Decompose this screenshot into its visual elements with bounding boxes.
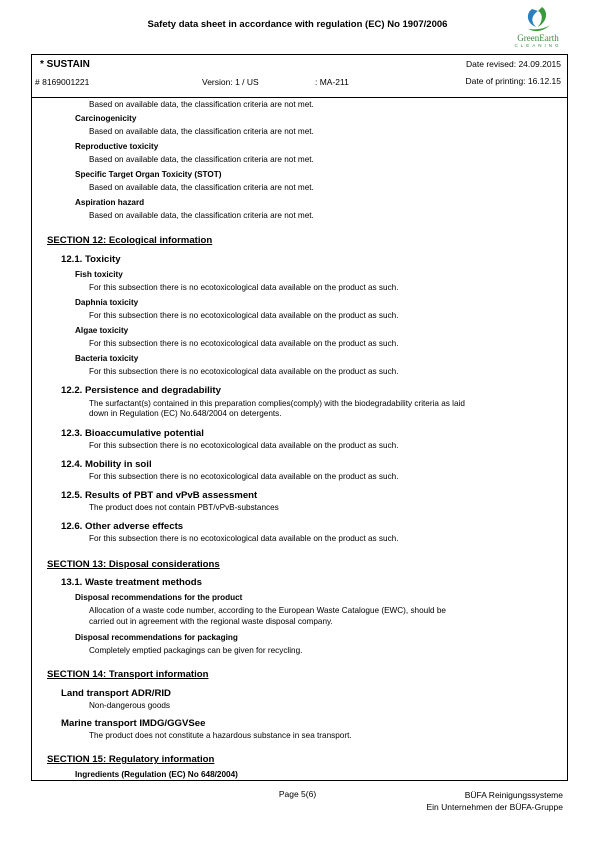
subsection-12-3: 12.3. Bioaccumulative potential — [61, 428, 204, 439]
product-name: * SUSTAIN — [40, 59, 90, 70]
text-line: The product does not constitute a hazardous substance in sea transport. — [89, 731, 352, 740]
logo-subtitle: CLEANING — [514, 43, 562, 48]
text-line: The product does not contain PBT/vPvB-substances — [89, 503, 279, 512]
page-number: Page 5(6) — [278, 789, 317, 799]
text-line: For this subsection there is no ecotoxicological data available on the product as such. — [89, 339, 399, 348]
fish-toxicity-heading: Fish toxicity — [75, 270, 123, 279]
subsection-13-1: 13.1. Waste treatment methods — [61, 577, 202, 588]
logo-wordmark: GreenEarth — [517, 33, 559, 43]
section-13-heading: SECTION 13: Disposal considerations — [47, 559, 220, 570]
product-code: : MA-211 — [315, 77, 349, 87]
text-line: The surfactant(s) contained in this preparation complies(comply) with the biodegradability criteria as laid — [89, 399, 465, 408]
text-line: For this subsection there is no ecotoxicological data available on the product as such. — [89, 283, 399, 292]
subsection-12-5: 12.5. Results of PBT and vPvB assessment — [61, 490, 258, 501]
text-line: For this subsection there is no ecotoxicological data available on the product as such. — [89, 441, 399, 450]
leaf-icon — [502, 5, 574, 35]
header-divider — [31, 97, 568, 98]
land-transport-heading: Land transport ADR/RID — [61, 688, 171, 699]
subsection-12-6: 12.6. Other adverse effects — [61, 521, 184, 532]
version: Version: 1 / US — [202, 77, 259, 87]
date-printing: Date of printing: 16.12.15 — [465, 76, 561, 86]
disposal-product-heading: Disposal recommendations for the product — [75, 593, 243, 602]
disposal-packaging-heading: Disposal recommendations for packaging — [75, 633, 238, 642]
reproductive-heading: Reproductive toxicity — [75, 142, 159, 151]
stot-heading: Specific Target Organ Toxicity (STOT) — [75, 170, 222, 179]
section-15-heading: SECTION 15: Regulatory information — [47, 754, 215, 765]
marine-transport-heading: Marine transport IMDG/GGVSee — [61, 718, 206, 729]
text-line: Allocation of a waste code number, according to the European Waste Catalogue (EWC), should be — [89, 606, 446, 615]
text-line: Based on available data, the classification criteria are not met. — [89, 155, 314, 164]
text-line: For this subsection there is no ecotoxicological data available on the product as such. — [89, 472, 399, 481]
company-group: Ein Unternehmen der BÜFA-Gruppe — [426, 802, 563, 812]
greenearth-logo — [502, 5, 574, 49]
company-info — [426, 789, 563, 813]
text-line: down in Regulation (EC) No.648/2004 on detergents. — [89, 409, 282, 418]
text-line: For this subsection there is no ecotoxicological data available on the product as such. — [89, 367, 399, 376]
ingredients-heading: Ingredients (Regulation (EC) No 648/2004) — [75, 770, 238, 779]
algae-toxicity-heading: Algae toxicity — [75, 326, 129, 335]
text-line: Completely emptied packagings can be given for recycling. — [89, 646, 303, 655]
text-line: Non-dangerous goods — [89, 701, 171, 710]
text-line: Based on available data, the classification criteria are not met. — [89, 183, 314, 192]
bacteria-toxicity-heading: Bacteria toxicity — [75, 354, 139, 363]
document-title: Safety data sheet in accordance with regulation (EC) No 1907/2006 — [147, 19, 448, 30]
text-line: For this subsection there is no ecotoxicological data available on the product as such. — [89, 534, 399, 543]
company-name: BÜFA Reinigungssysteme — [464, 790, 563, 800]
carcinogenicity-heading: Carcinogenicity — [75, 114, 137, 123]
text-line: For this subsection there is no ecotoxicological data available on the product as such. — [89, 311, 399, 320]
aspiration-heading: Aspiration hazard — [75, 198, 145, 207]
subsection-12-1: 12.1. Toxicity — [61, 254, 121, 265]
text-line: Based on available data, the classification criteria are not met. — [89, 100, 314, 109]
date-revised: Date revised: 24.09.2015 — [466, 59, 561, 69]
text-line: carried out in agreement with the regional waste disposal company. — [89, 617, 333, 626]
text-line: Based on available data, the classification criteria are not met. — [89, 211, 314, 220]
section-12-heading: SECTION 12: Ecological information — [47, 235, 213, 246]
subsection-12-2: 12.2. Persistence and degradability — [61, 385, 221, 396]
section-14-heading: SECTION 14: Transport information — [47, 669, 209, 680]
subsection-12-4: 12.4. Mobility in soil — [61, 459, 152, 470]
product-number: # 8169001221 — [35, 77, 90, 87]
daphnia-toxicity-heading: Daphnia toxicity — [75, 298, 139, 307]
text-line: Based on available data, the classification criteria are not met. — [89, 127, 314, 136]
